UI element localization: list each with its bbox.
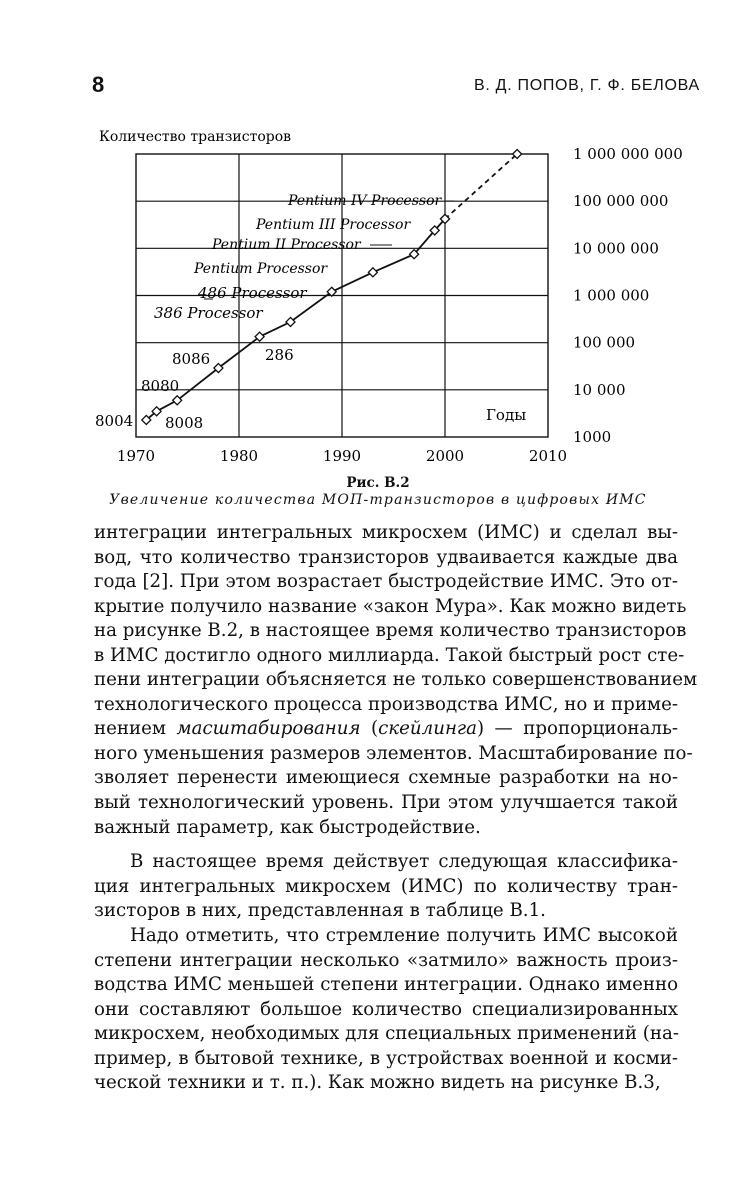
paragraph-line: пример, в бытовой технике, в устройствах военной и косми- — [94, 1047, 678, 1069]
paragraph-line: важный параметр, как быстродействие. — [94, 816, 481, 838]
running-head: В. Д. ПОПОВ, Г. Ф. БЕЛОВА — [474, 77, 700, 94]
paragraph-line — [94, 717, 678, 742]
series-line-dashed — [445, 154, 517, 219]
text-fragment: ( — [360, 718, 379, 740]
paragraph-line: зисторов в них, представленная в таблице В.1. — [94, 900, 546, 922]
transistor-chart — [0, 0, 756, 480]
paragraph-line: года [2]. При этом возрастает быстродействие ИМС. Это от- — [94, 571, 678, 593]
x-tick-label: 1980 — [219, 447, 259, 465]
x-tick-label: 1970 — [116, 447, 156, 465]
paragraph-line: зволяет перенести имеющиеся схемные разработки на но- — [94, 767, 678, 789]
paragraph-line: вод, что количество транзисторов удваивается каждые два — [94, 546, 678, 568]
annotation-label: 8080 — [141, 377, 180, 395]
annotation-label: 286 — [265, 346, 294, 364]
figure-label: Рис. В.2 — [346, 475, 410, 491]
text-prefix: нением — [94, 718, 177, 740]
paragraph-line: ческой техники и т. п.). Как можно видеть на рисунке В.3, — [94, 1072, 661, 1094]
y-tick-label: 1000 — [573, 428, 612, 446]
paragraph-line: интеграции интегральных микросхем (ИМС) и сделал вы- — [94, 522, 678, 543]
paragraph-line: степени интеграции несколько «затмило» важность произ- — [94, 949, 678, 971]
y-tick-label: 1 000 000 — [573, 286, 650, 305]
paragraph-2 — [94, 850, 678, 924]
paragraph-line: в ИМС достигло одного миллиарда. Такой быстрый рост сте- — [94, 644, 685, 666]
y-axis-title: Количество транзисторов — [99, 129, 292, 145]
annotation-label: Pentium II Processor — [212, 237, 361, 253]
annotation-label: 8086 — [172, 350, 211, 368]
x-tick-label: 2010 — [528, 447, 568, 465]
paragraph-3 — [94, 924, 678, 1096]
italic-term-scaling: масштабирования — [176, 718, 361, 740]
paragraph-line: микросхем, необходимых для специальных применений (на- — [94, 1023, 679, 1045]
paragraph-line: пени интеграции объясняется не только совершенствованием — [94, 669, 698, 691]
annotation-label: 386 Processor — [154, 304, 263, 322]
y-tick-label: 100 000 — [573, 333, 636, 352]
paragraph-line: крытие получило название «закон Мура». Как можно видеть — [94, 595, 687, 617]
paragraph-line: Надо отметить, что стремление получить ИМС высокой — [130, 925, 678, 946]
y-tick-label: 10 000 — [573, 380, 626, 399]
italic-term-scaling-alt: скейлинга — [378, 718, 477, 740]
annotation-label: Pentium IV Processor — [288, 193, 442, 209]
paragraph-line: В настоящее время действует следующая классифика- — [130, 851, 678, 872]
annotation-label: 8008 — [165, 414, 204, 432]
paragraph-line: на рисунке В.2, в настоящее время количество транзисторов — [94, 620, 687, 642]
y-tick-label: 100 000 000 — [573, 192, 669, 211]
paragraph-line: ного уменьшения размеров элементов. Масштабирование по- — [94, 742, 693, 764]
annotation-label: 8004 — [95, 412, 134, 430]
annotation-label: Pentium Processor — [194, 261, 328, 277]
paragraph-1 — [94, 521, 698, 840]
figure-caption: Увеличение количества МОП-транзисторов в цифровых ИМС — [109, 492, 647, 508]
x-axis-title: Годы — [486, 406, 527, 424]
annotation-label: 486 Processor — [198, 284, 307, 302]
paragraph-line: водства ИМС меньшей степени интеграции. Однако именно — [94, 974, 679, 996]
x-tick-label: 2000 — [425, 447, 465, 465]
annotation-label: Pentium III Processor — [256, 217, 411, 233]
x-tick-label: 1990 — [322, 447, 362, 465]
paragraph-line: они составляют большое количество специализированных — [94, 998, 678, 1020]
y-tick-label: 10 000 000 — [573, 239, 659, 258]
text-fragment: ) — пропорциональ- — [476, 718, 678, 740]
figure — [0, 0, 756, 520]
paragraph-line: технологического процесса производства ИМС, но и приме- — [94, 693, 678, 715]
paragraph-line: ция интегральных микросхем (ИМС) по количеству тран- — [94, 875, 678, 897]
y-tick-label: 1 000 000 000 — [573, 145, 683, 163]
data-point — [368, 268, 377, 277]
paragraph-line: вый технологический уровень. При этом улучшается такой — [94, 792, 678, 814]
page-number: 8 — [92, 72, 105, 97]
